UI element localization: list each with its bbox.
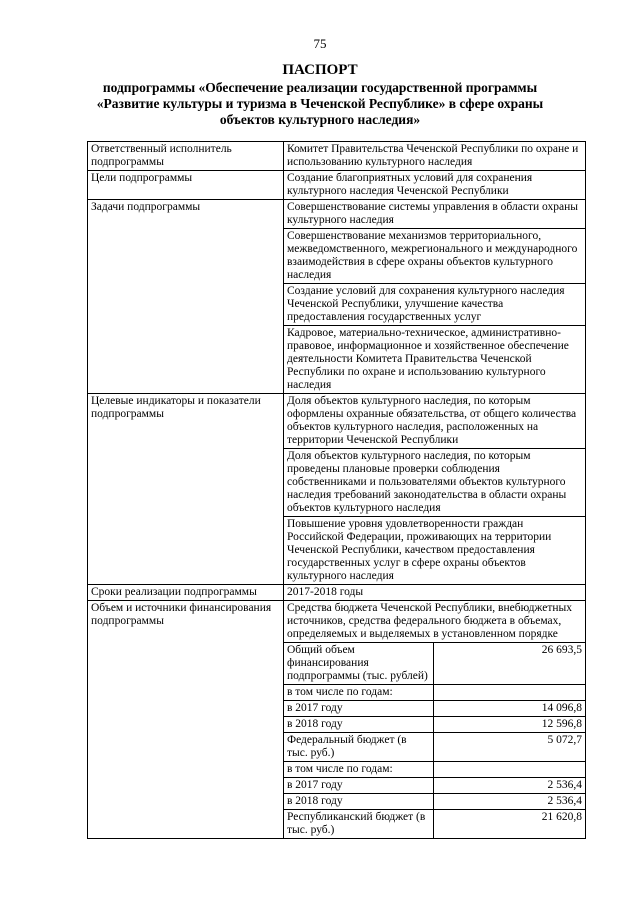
table-row [88, 394, 586, 449]
financing-item-label: в 2018 году [284, 794, 434, 810]
indicator-item: Повышение уровня удовлетворенности граждан Российской Федерации, проживающих на территории Чеченской Республики, качеством предоставления государственных услуг в сфере охраны объектов культурного наследия [284, 517, 586, 585]
financing-item-value: 21 620,8 [434, 810, 586, 839]
document-subtitle [70, 80, 570, 128]
financing-item-label: Федеральный бюджет (в тыс. руб.) [284, 733, 434, 762]
task-item: Создание условий для сохранения культурного наследия Чеченской Республики, улучшение качества предоставления государственных услуг [284, 284, 586, 326]
task-item: Совершенствование системы управления в области охраны культурного наследия [284, 200, 586, 229]
financing-item-value: 2 536,4 [434, 778, 586, 794]
row-value: Создание благоприятных условий для сохранения культурного наследия Чеченской Республики [284, 171, 586, 200]
table-row [88, 585, 586, 601]
table-row [88, 171, 586, 200]
financing-item-label: в том числе по годам: [284, 685, 434, 701]
financing-intro: Средства бюджета Чеченской Республики, внебюджетных источников, средства федерального бюджета в объемах, определяемых и выделяемых в установленном порядке [284, 601, 586, 643]
table-row [88, 601, 586, 643]
row-value: Комитет Правительства Чеченской Республики по охране и использованию культурного наследия [284, 142, 586, 171]
financing-item-value: 26 693,5 [434, 643, 586, 685]
row-value: 2017-2018 годы [284, 585, 586, 601]
financing-item-value [434, 762, 586, 778]
subtitle-line: «Развитие культуры и туризма в Чеченской Республике» в сфере охраны [96, 96, 544, 111]
task-item: Кадровое, материально-техническое, административно-правовое, информационное и хозяйственное обеспечение деятельности Комитета Правительства Чеченской Республики по охране и использованию культурного наследия [284, 326, 586, 394]
financing-item-value [434, 685, 586, 701]
passport-table [87, 141, 586, 839]
row-label: Задачи подпрограммы [88, 200, 284, 394]
financing-item-label: в 2017 году [284, 701, 434, 717]
subtitle-line: подпрограммы «Обеспечение реализации государственной программы [102, 80, 538, 95]
subtitle-line: объектов культурного наследия» [219, 112, 421, 127]
financing-item-label: Общий объем финансирования подпрограммы (тыс. рублей) [284, 643, 434, 685]
financing-item-label: в 2018 году [284, 717, 434, 733]
row-label: Целевые индикаторы и показатели подпрограммы [88, 394, 284, 585]
table-row [88, 142, 586, 171]
financing-item-value: 5 072,7 [434, 733, 586, 762]
indicator-item: Доля объектов культурного наследия, по которым проведены плановые проверки соблюдения собственниками и пользователями объектов культурного наследия требований законодательства в области охраны объектов культурного наследия [284, 449, 586, 517]
page-number: 75 [313, 36, 327, 51]
financing-item-label: в 2017 году [284, 778, 434, 794]
row-label: Цели подпрограммы [88, 171, 284, 200]
row-label: Ответственный исполнитель подпрограммы [88, 142, 284, 171]
row-label: Объем и источники финансирования подпрограммы [88, 601, 284, 839]
financing-item-label: в том числе по годам: [284, 762, 434, 778]
financing-item-value: 2 536,4 [434, 794, 586, 810]
row-label: Сроки реализации подпрограммы [88, 585, 284, 601]
task-item: Совершенствование механизмов территориального, межведомственного, межрегионального и международного взаимодействия в сфере охраны объектов культурного наследия [284, 229, 586, 284]
indicator-item: Доля объектов культурного наследия, по которым оформлены охранные обязательства, от общего количества объектов культурного наследия, расположенных на территории Чеченской Республики [284, 394, 586, 449]
financing-item-value: 14 096,8 [434, 701, 586, 717]
document-title: ПАСПОРТ [282, 62, 358, 78]
table-row [88, 200, 586, 229]
financing-item-value: 12 596,8 [434, 717, 586, 733]
financing-item-label: Республиканский бюджет (в тыс. руб.) [284, 810, 434, 839]
